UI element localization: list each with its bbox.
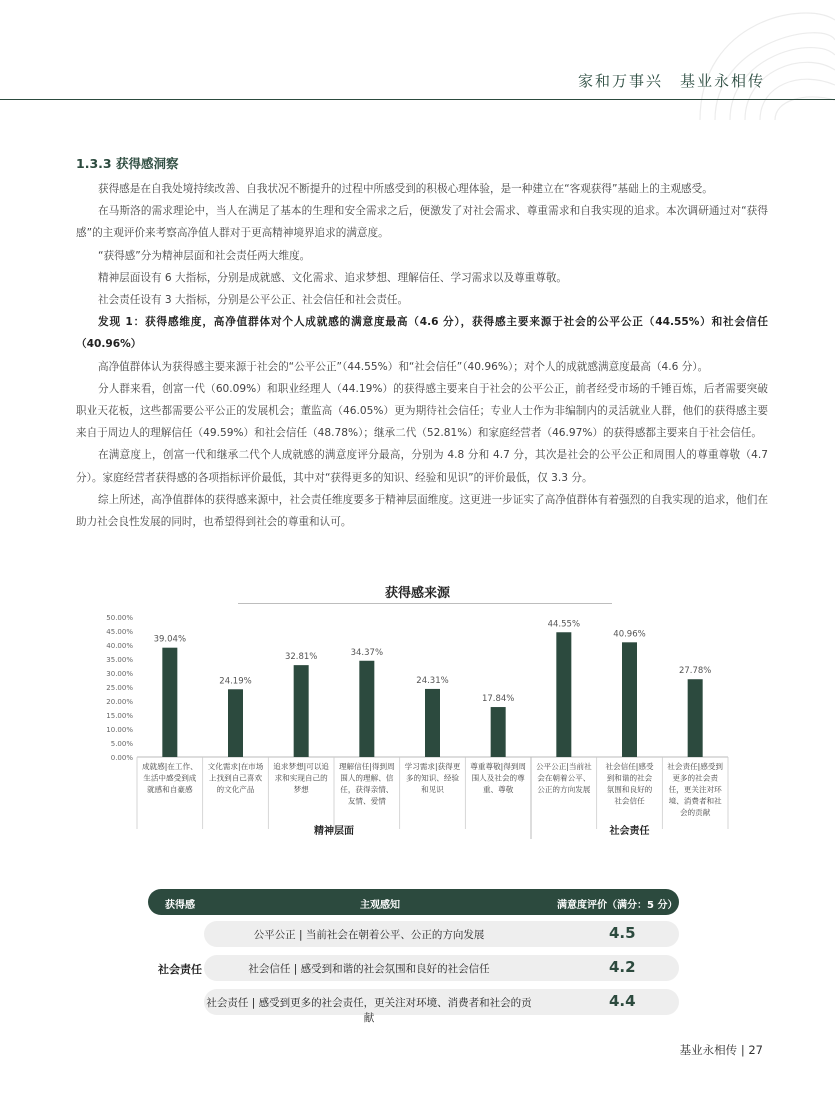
paragraph: 在马斯洛的需求理论中，当人在满足了基本的生理和安全需求之后，便激发了对社会需求、尊重需求和自我实现的追求。本次调研通过对“获得感”的主观评价来考察高净值人群对于更高精神境界追求的满意度。 (76, 205, 768, 240)
data-label: 34.37% (350, 647, 384, 658)
x-tick-label: 学习需求|获得更 (404, 762, 461, 771)
paragraph: 高净值群体认为获得感主要来源于社会的“公平公正”（44.55%）和“社会信任”（40.96%）；对个人的成就感满意度最高（4.6 分）。 (98, 360, 709, 373)
y-tick-label: 40.00% (106, 642, 133, 650)
page-footer: 基业永相传 | 27 (679, 1043, 763, 1057)
table-header (148, 889, 679, 915)
row-score: 4.2 (609, 958, 636, 976)
table-row (204, 989, 679, 1024)
bar (425, 689, 440, 757)
bar (359, 661, 374, 757)
y-tick-label: 15.00% (106, 712, 133, 720)
bar (556, 632, 571, 757)
x-tick-label: 上找到自己喜欢 (208, 773, 263, 783)
paragraph: 在满意度上，创富一代和继承二代个人成就感的满意度评分最高，分别为 4.8 分和 4.7 分，其次是社会的公平公正和周围人的尊重尊敬（4.7 分）。家庭经营者获得感的各项指标评价最低，其中对“获得更多的知识、经验和见识”的评价最低，仅 3.3 分。 (76, 449, 768, 484)
x-tick-label: 生活中感受到成 (143, 773, 197, 783)
x-tick-label: 求和实现自己的 (274, 773, 328, 783)
section-title: 1.3.3 获得感洞察 (76, 156, 179, 171)
x-tick-label: 和见识 (421, 785, 444, 794)
y-tick-label: 0.00% (110, 754, 133, 762)
paragraph: 分人群来看，创富一代（60.09%）和职业经理人（44.19%）的获得感主要来自于社会的公平公正，前者经受市场的千锤百炼，后者需要突破职业天花板，这些都需要公平公正的发展机会；董监高（46.05%）更为期待社会信任；专业人士作为非编制内的灵活就业人群，他们的获得感主要来自于周边人的理解信任（49.59%）和社会信任（48.78%）；继承二代（52.81%）和家庭经营者（46.97%）的获得感都主要来自于社会信任。 (76, 382, 768, 440)
paragraph: 精神层面设有 6 大指标，分别是成就感、文化需求、追求梦想、理解信任、学习需求以及尊重尊敬。 (98, 271, 568, 284)
x-tick-label: 多的知识、经验 (405, 773, 460, 783)
data-label: 17.84% (481, 694, 515, 705)
data-label: 24.31% (416, 675, 449, 686)
paragraph: 综上所述，高净值群体的获得感来源中，社会责任维度要多于精神层面维度。这更进一步证实了高净值群体有着强烈的自我实现的追求，他们在助力社会良性发展的同时，也希望得到社会的尊重和认可。 (76, 493, 768, 529)
header-divider (0, 99, 835, 100)
x-tick-label: 公平公正|当前社 (535, 762, 592, 771)
x-tick-label: 重、尊敬 (482, 785, 514, 794)
row-text: 公平公正 | 当前社会在朝着公平、公正的方向发展 (253, 929, 485, 941)
y-tick-label: 50.00% (106, 614, 133, 622)
y-tick-label: 20.00% (106, 698, 133, 706)
y-tick-label: 10.00% (106, 726, 133, 734)
x-tick-label: 到和谐的社会 (606, 773, 653, 783)
body-text (76, 178, 768, 533)
x-tick-label: 任，获得亲情、 (340, 785, 394, 794)
y-tick-label: 45.00% (106, 628, 133, 636)
bar (491, 707, 506, 757)
group-label: 精神层面 (314, 826, 354, 837)
x-tick-label: 梦想 (293, 785, 309, 794)
x-tick-label: 社会责任|感受到 (667, 762, 724, 771)
table-header-col3: 满意度评价（满分：5 分） (557, 900, 678, 911)
row-text: 社会信任 | 感受到和谐的社会氛围和良好的社会信任 (248, 963, 490, 975)
data-label: 40.96% (613, 629, 646, 640)
group-label: 社会责任 (609, 826, 650, 837)
chart-title-underline (238, 603, 612, 604)
table-row (204, 921, 679, 947)
row-score: 4.5 (609, 924, 636, 942)
paragraph: 获得感是在自我处境持续改善、自我状况不断提升的过程中所感受到的积极心理体验，是一种建立在“客观获得”基础上的主观感受。 (98, 183, 713, 195)
y-tick-label: 25.00% (106, 684, 133, 692)
finding-heading: 发现 1：获得感维度，高净值群体对个人成就感的满意度最高（4.6 分），获得感主要来源于社会的公平公正（44.55%）和社会信任（40.96%） (76, 316, 768, 351)
x-tick-label: 任，更关注对环 (668, 785, 722, 794)
y-tick-label: 30.00% (106, 670, 133, 678)
data-label: 39.04% (153, 634, 187, 645)
data-label: 24.19% (219, 676, 252, 687)
x-tick-label: 围人及社会的尊 (471, 773, 525, 783)
fingerprint-decoration (655, 0, 835, 120)
header-slogan: 家和万事兴 基业永相传 (577, 72, 765, 90)
data-label: 32.81% (284, 652, 318, 663)
data-label: 27.78% (678, 666, 712, 677)
x-tick-label: 的文化产品 (216, 785, 255, 794)
row-text: 社会责任 | 感受到更多的社会责任，更关注对环境、消费者和社会的贡献 (206, 997, 532, 1024)
x-tick-label: 会的贡献 (679, 808, 711, 817)
x-tick-label: 公正的方向发展 (537, 785, 591, 794)
table-group-label: 社会责任 (158, 963, 202, 976)
x-tick-label: 友情、爱情 (347, 796, 386, 806)
table-header-col1: 获得感 (165, 900, 195, 911)
x-tick-label: 围人的理解、信 (340, 773, 394, 783)
x-tick-label: 成就感|在工作、 (141, 762, 198, 771)
paragraph: 社会责任设有 3 大指标，分别是公平公正、社会信任和社会责任。 (98, 294, 409, 307)
x-tick-label: 追求梦想|可以追 (273, 762, 330, 771)
row-score: 4.4 (609, 992, 636, 1010)
x-tick-label: 就感和自豪感 (147, 785, 193, 794)
x-tick-label: 会在朝着公平、 (537, 773, 591, 783)
y-tick-label: 35.00% (106, 656, 133, 664)
y-tick-label: 5.00% (110, 740, 133, 748)
x-tick-label: 更多的社会责 (672, 773, 718, 783)
bar (294, 665, 309, 757)
x-tick-label: 境、消费者和社 (668, 796, 722, 806)
bar (688, 679, 703, 757)
x-tick-label: 文化需求|在市场 (207, 762, 264, 771)
x-tick-label: 社会信任|感受 (605, 762, 654, 771)
bar (228, 689, 243, 757)
x-tick-label: 尊重尊敬|得到周 (470, 762, 527, 771)
chart-title: 获得感来源 (384, 586, 450, 601)
x-tick-label: 氛围和良好的 (606, 785, 653, 794)
x-tick-label: 社会信任 (614, 796, 645, 806)
x-tick-label: 理解信任|得到周 (338, 762, 395, 771)
bar (162, 648, 177, 757)
bar (622, 642, 637, 757)
table-header-col2: 主观感知 (360, 900, 400, 911)
paragraph: “获得感”分为精神层面和社会责任两大维度。 (98, 249, 311, 262)
table-row (204, 955, 679, 981)
data-label: 44.55% (547, 619, 581, 630)
